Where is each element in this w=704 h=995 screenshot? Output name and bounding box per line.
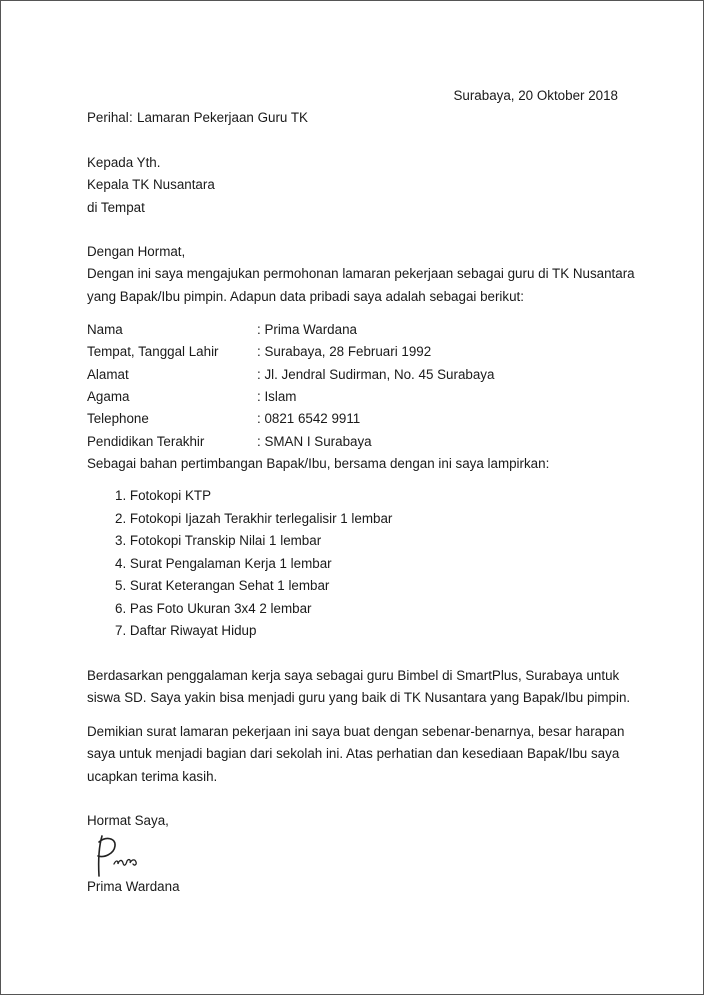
list-item: 2. Fotokopi Ijazah Terakhir terlegalisir 1 lembar (115, 510, 393, 526)
data-value-nama: : Prima Wardana (257, 322, 357, 337)
signature (90, 832, 160, 880)
recipient-line: di Tempat (87, 200, 145, 215)
recipient-line: Kepada Yth. (87, 155, 161, 170)
recipient-line: Kepala TK Nusantara (87, 177, 215, 192)
subject-label: Perihal (87, 110, 129, 125)
signoff: Hormat Saya, (87, 813, 169, 828)
data-label-nama: Nama (87, 322, 123, 337)
list-item: 5. Surat Keterangan Sehat 1 lembar (115, 578, 330, 593)
subject-separator: : (129, 110, 133, 125)
attachments-list (115, 488, 392, 646)
data-value-agama: : Islam (257, 389, 297, 404)
intro-line: Dengan ini saya mengajukan permohonan lamaran pekerjaan sebagai guru di TK Nusantara (87, 266, 635, 281)
data-value-pendidikan: : SMAN I Surabaya (257, 434, 372, 449)
data-value-ttl: : Surabaya, 28 Februari 1992 (257, 344, 432, 359)
data-label-telephone: Telephone (87, 411, 149, 426)
intro-line: yang Bapak/Ibu pimpin. Adapun data pribadi saya adalah sebagai berikut: (87, 289, 524, 304)
closing-line: saya untuk menjadi bagian dari sekolah ini. Atas perhatian dan kesediaan Bapak/Ibu saya (87, 746, 620, 761)
list-item: 7. Daftar Riwayat Hidup (115, 623, 257, 638)
data-value-telephone: : 0821 6542 9911 (257, 411, 361, 426)
data-label-agama: Agama (87, 389, 130, 404)
data-value-alamat: : Jl. Jendral Sudirman, No. 45 Surabaya (257, 367, 495, 382)
list-item: 6. Pas Foto Ukuran 3x4 2 lembar (115, 600, 312, 616)
list-item: 4. Surat Pengalaman Kerja 1 lembar (115, 555, 332, 571)
subject-text: Lamaran Pekerjaan Guru TK (137, 110, 308, 125)
experience-line: siswa SD. Saya yakin bisa menjadi guru yang baik di TK Nusantara yang Bapak/Ibu pimpin. (87, 690, 631, 705)
list-item: 1. Fotokopi KTP (115, 488, 212, 503)
closing-line: Demikian surat lamaran pekerjaan ini saya buat dengan sebenar-benarnya, besar harapan (87, 724, 625, 739)
data-label-alamat: Alamat (87, 367, 129, 382)
data-label-pendidikan: Pendidikan Terakhir (87, 434, 205, 449)
closing-line: ucapkan terima kasih. (87, 769, 218, 784)
signer-name: Prima Wardana (87, 879, 180, 894)
data-label-ttl: Tempat, Tanggal Lahir (87, 344, 219, 359)
experience-line: Berdasarkan penggalaman kerja saya sebagai guru Bimbel di SmartPlus, Surabaya untuk (87, 668, 620, 683)
greeting: Dengan Hormat, (87, 244, 186, 259)
list-item: 3. Fotokopi Transkip Nilai 1 lembar (115, 533, 322, 548)
attachments-intro: Sebagai bahan pertimbangan Bapak/Ibu, bersama dengan ini saya lampirkan: (87, 456, 550, 471)
letter-date: Surabaya, 20 Oktober 2018 (453, 88, 618, 103)
